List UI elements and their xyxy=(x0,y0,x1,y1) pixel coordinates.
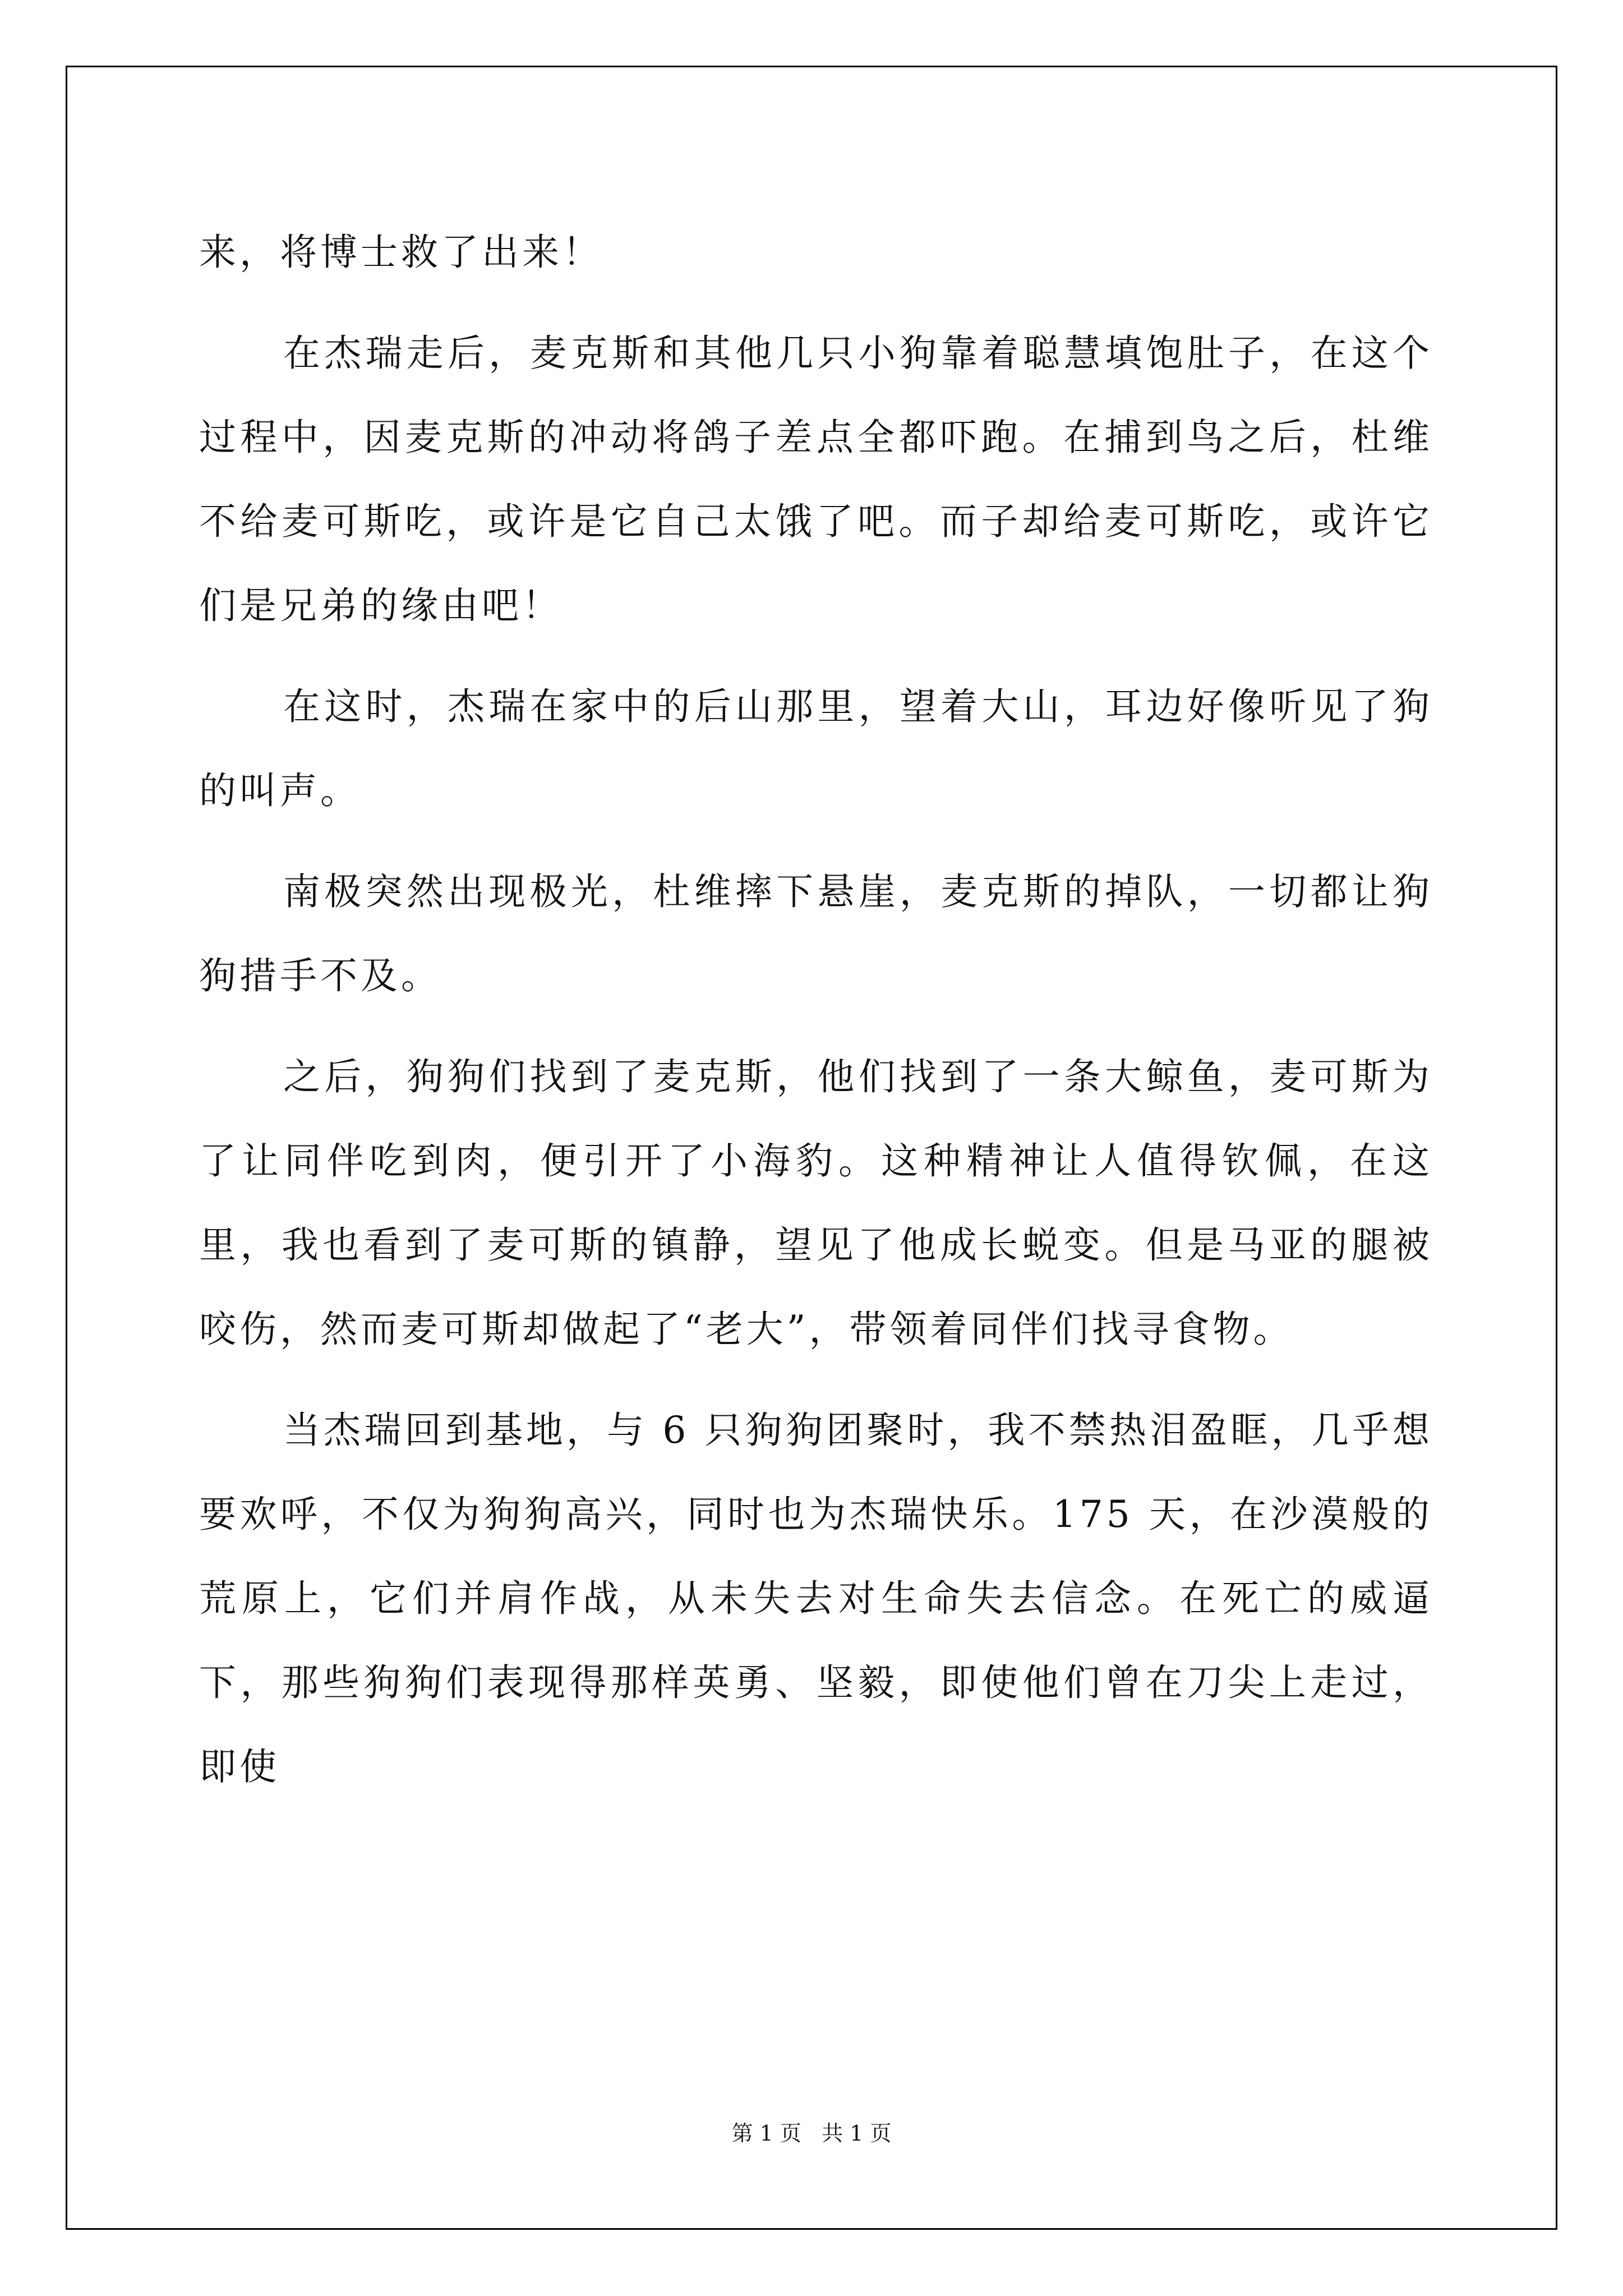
paragraph-5: 之后，狗狗们找到了麦克斯，他们找到了一条大鲸鱼，麦可斯为了让同伴吃到肉，便引开了小海豹。这种精神让人值得钦佩，在这里，我也看到了麦可斯的镇静，望见了他成长蜕变。但是马亚的腿被咬伤，然而麦可斯却做起了“老大”，带领着同伴们找寻食物。 xyxy=(199,1055,1433,1351)
page-footer xyxy=(0,2116,1623,2147)
page-number: 第 1 页 xyxy=(731,2121,801,2146)
paragraph-1: 来，将博士救了出来！ xyxy=(199,231,603,274)
paragraph-2: 在杰瑞走后，麦克斯和其他几只小狗靠着聪慧填饱肚子，在这个过程中，因麦克斯的冲动将鸽子差点全都吓跑。在捕到鸟之后，杜维不给麦可斯吃，或许是它自己太饿了吧。而子却给麦可斯吃，或许它们是兄弟的缘由吧！ xyxy=(199,332,1433,627)
paragraph-4: 南极突然出现极光，杜维摔下悬崖，麦克斯的掉队，一切都让狗狗措手不及。 xyxy=(199,870,1433,997)
paragraph-6: 当杰瑞回到基地，与 6 只狗狗团聚时，我不禁热泪盈眶，几乎想要欢呼，不仅为狗狗高兴，同时也为杰瑞快乐。175 天，在沙漠般的荒原上，它们并肩作战，从未失去对生命失去信念。在死亡的威逼下，那些狗狗们表现得那样英勇、坚毅，即使他们曾在刀尖上走过，即使 xyxy=(199,1409,1433,1788)
paragraph-3: 在这时，杰瑞在家中的后山那里，望着大山，耳边好像听见了狗的叫声。 xyxy=(199,685,1433,812)
document-body xyxy=(199,210,1433,1826)
page-total: 共 1 页 xyxy=(822,2121,892,2146)
